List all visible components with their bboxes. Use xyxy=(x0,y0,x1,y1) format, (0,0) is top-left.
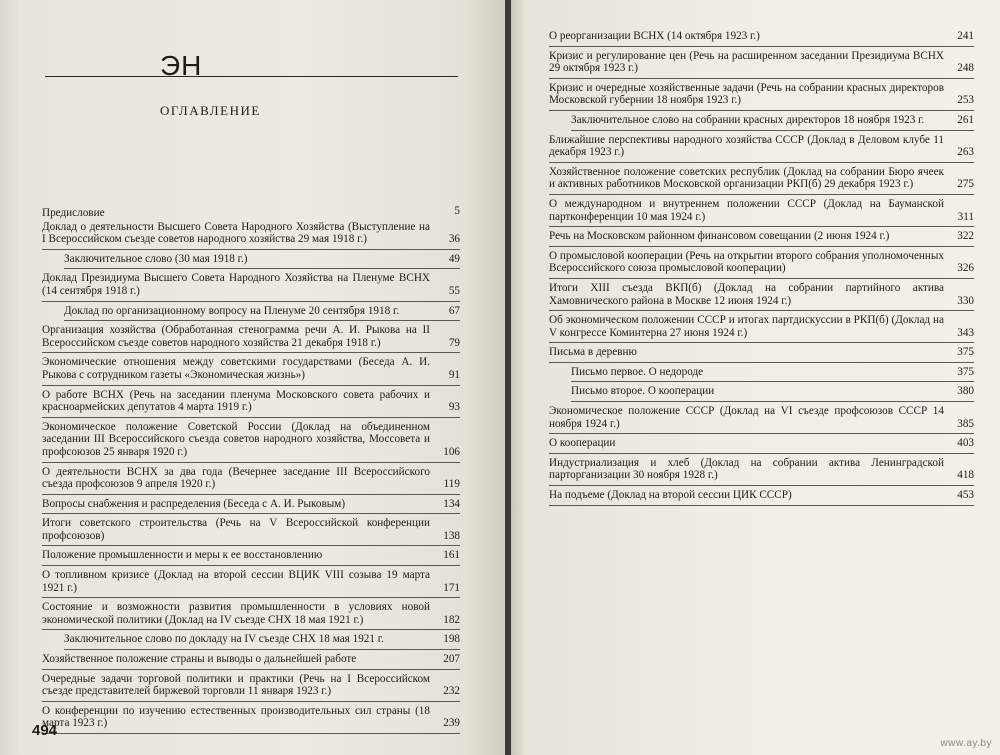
toc-entry xyxy=(42,389,460,418)
toc-entry-title: Вопросы снабжения и распределения (Беседа с А. И. Рыковым) xyxy=(42,497,346,510)
toc-entry-title: Ближайшие перспективы народного хозяйства СССР (Доклад в Деловом клубе 11 декабря 1923 г.) xyxy=(549,133,944,159)
toc-entry xyxy=(42,324,460,353)
toc-entry-page: 275 xyxy=(957,178,974,191)
toc-entry xyxy=(42,207,460,221)
toc-entry-title: Письмо первое. О недороде xyxy=(571,365,704,378)
toc-entry-title: О промысловой кооперации (Речь на открытии второго собрания уполномоченных Всероссийского союза промысловой кооперации) xyxy=(549,249,944,275)
toc-entry xyxy=(42,601,460,630)
toc-entry-page: 55 xyxy=(448,284,460,297)
toc-entry xyxy=(42,549,460,566)
toc-entry-page: 418 xyxy=(957,469,974,482)
toc-entry xyxy=(42,653,460,670)
toc-entry-page: 453 xyxy=(957,489,974,502)
toc-entry-page: 380 xyxy=(957,385,974,398)
toc-entry-page: 182 xyxy=(443,613,460,626)
toc-entry-page: 403 xyxy=(957,437,974,450)
toc-entry xyxy=(549,282,974,311)
toc-entry-page: 239 xyxy=(443,717,460,730)
toc-entry-title: О кооперации xyxy=(549,437,616,450)
watermark: www.ay.by xyxy=(940,738,992,749)
toc-entry-title: Итоги советского строительства (Речь на V Всероссийской конференции профсоюзов) xyxy=(42,517,430,542)
toc-entry xyxy=(549,489,974,506)
toc-entry xyxy=(549,314,974,343)
toc-entry xyxy=(549,198,974,227)
toc-entry-title: Хозяйственное положение советских республик (Доклад на собрании Бюро ячеек и активных работников Московской организации РКП(б) 29 декабря 1923 г.) xyxy=(549,165,944,191)
toc-entry xyxy=(549,134,974,163)
toc-entry-page: 261 xyxy=(957,113,974,126)
toc-entry-page: 241 xyxy=(957,30,974,42)
toc-entry xyxy=(571,114,974,131)
toc-entry-title: Кризис и очередные хозяйственные задачи (Речь на собрании красных директоров Московской губернии 18 ноября 1923 г.) xyxy=(549,81,944,107)
page-number: 494 xyxy=(32,722,58,739)
toc-entry-page: 326 xyxy=(957,262,974,275)
toc-entry xyxy=(42,272,460,301)
toc-entry xyxy=(42,673,460,702)
toc-entry-title: О конференции по изучению естественных производительных сил страны (18 марта 1923 г.) xyxy=(42,704,430,730)
toc-entry-page: 36 xyxy=(448,233,460,246)
toc-entry xyxy=(571,385,974,402)
toc-entry xyxy=(549,30,974,47)
toc-entry-title: Доклад Президиума Высшего Совета Народного Хозяйства на Пленуме ВСНХ (14 сентября 1918 г.) xyxy=(42,272,430,297)
toc-entry-page: 330 xyxy=(957,294,974,307)
toc-right-list xyxy=(549,30,974,509)
toc-entry-title: Индустриализация и хлеб (Доклад на собрании актива Ленинградской парторганизации 30 ноября 1928 г.) xyxy=(549,456,944,482)
toc-entry-page: 198 xyxy=(443,633,460,646)
toc-entry-page: 134 xyxy=(443,497,460,510)
toc-entry-page: 5 xyxy=(454,205,460,217)
toc-entry-page: 248 xyxy=(957,62,974,75)
toc-entry xyxy=(549,346,974,363)
toc-entry-page: 138 xyxy=(443,529,460,542)
toc-entry-title: О работе ВСНХ (Речь на заседании пленума Московского совета рабочих и красноармейских депутатов 4 марта 1919 г.) xyxy=(42,388,430,414)
toc-title: ОГЛАВЛЕНИЕ xyxy=(160,103,261,118)
toc-entry-page: 171 xyxy=(443,581,460,594)
toc-entry-title: Итоги XIII съезда ВКП(б) (Доклад на собрании партийного актива Хамовнического района в Москве 12 июня 1924 г.) xyxy=(549,281,944,307)
toc-entry-page: 106 xyxy=(443,445,460,458)
toc-entry-page: 119 xyxy=(443,478,460,491)
toc-entry-title: Заключительное слово по докладу на IV съезде СНХ 18 мая 1921 г. xyxy=(64,633,384,646)
toc-entry xyxy=(42,498,460,515)
toc-entry xyxy=(571,366,974,383)
toc-entry-title: О международном и внутреннем положении СССР (Доклад на Бауманской партконференции 10 мая 1924 г.) xyxy=(549,197,944,223)
toc-entry xyxy=(42,221,460,250)
toc-entry-page: 79 xyxy=(448,336,460,349)
toc-entry-page: 67 xyxy=(448,304,460,317)
toc-entry-page: 253 xyxy=(957,94,974,107)
toc-entry xyxy=(42,356,460,385)
toc-entry-title: О топливном кризисе (Доклад на второй сессии ВЦИК VIII созыва 19 марта 1921 г.) xyxy=(42,569,430,594)
toc-entry-page: 232 xyxy=(443,685,460,698)
toc-entry-page: 161 xyxy=(443,549,460,562)
toc-entry-title: Заключительное слово (30 мая 1918 г.) xyxy=(64,252,248,265)
toc-entry xyxy=(549,457,974,486)
toc-entry-page: 49 xyxy=(448,252,460,265)
toc-entry-title: Письма в деревню xyxy=(549,346,637,359)
toc-entry-title: Доклад по организационному вопросу на Пленуме 20 сентября 1918 г. xyxy=(64,304,400,317)
toc-entry-page: 375 xyxy=(957,365,974,378)
toc-entry-title: На подъеме (Доклад на второй сессии ЦИК СССР) xyxy=(549,489,792,502)
toc-entry-title: Предисловие xyxy=(42,207,105,219)
toc-entry xyxy=(42,517,460,546)
toc-entry xyxy=(42,421,460,463)
running-head: ЭН xyxy=(160,50,203,81)
toc-entry xyxy=(549,82,974,111)
toc-entry xyxy=(64,633,460,650)
toc-entry-page: 207 xyxy=(443,653,460,666)
toc-entry-page: 311 xyxy=(957,210,974,223)
toc-entry xyxy=(64,253,460,270)
header-rule xyxy=(45,76,458,77)
toc-entry-title: Письмо второе. О кооперации xyxy=(571,385,715,398)
toc-entry-page: 343 xyxy=(957,326,974,339)
toc-entry xyxy=(549,50,974,79)
toc-entry xyxy=(549,166,974,195)
toc-entry-title: О реорганизации ВСНХ (14 октября 1923 г.) xyxy=(549,30,760,42)
toc-entry xyxy=(549,405,974,434)
toc-entry-title: Состояние и возможности развития промышленности в условиях новой экономической политики (Доклад на IV съезде СНХ 18 мая 1921 г.) xyxy=(42,601,430,626)
toc-entry-title: Доклад о деятельности Высшего Совета Народного Хозяйства (Выступление на I Всероссийском съезде советов народного хозяйства 29 мая 1918 г.) xyxy=(42,220,430,246)
toc-entry-page: 91 xyxy=(448,368,460,381)
toc-entry-page: 322 xyxy=(957,230,974,243)
toc-entry xyxy=(549,230,974,247)
toc-entry-title: Очередные задачи торговой политики и практики (Речь на I Всероссийском съезде представителей биржевой торговли 11 января 1923 г.) xyxy=(42,672,430,698)
toc-entry xyxy=(42,705,460,734)
toc-entry-title: Экономическое положение Советской России (Доклад на объединенном заседании III Всероссийского съезда советов народного хозяйства, Моссовета и профсоюзов 25 января 1920 г.) xyxy=(42,420,430,458)
toc-entry-title: О деятельности ВСНХ за два года (Вечернее заседание III Всероссийского съезда профсоюзов 9 апреля 1920 г.) xyxy=(42,465,430,491)
toc-entry-title: Заключительное слово на собрании красных директоров 18 ноября 1923 г. xyxy=(571,113,925,126)
toc-entry-title: Экономическое положение СССР (Доклад на VI съезде профсоюзов СССР 14 ноября 1924 г.) xyxy=(549,405,944,430)
toc-entry-page: 263 xyxy=(957,146,974,159)
toc-entry xyxy=(42,569,460,598)
toc-entry-page: 93 xyxy=(448,401,460,414)
toc-entry xyxy=(64,305,460,322)
toc-entry-title: Хозяйственное положение страны и выводы о дальнейшей работе xyxy=(42,653,357,666)
toc-entry-title: Речь на Московском районном финансовом совещании (2 июня 1924 г.) xyxy=(549,230,890,243)
toc-entry-title: Кризис и регулирование цен (Речь на расширенном заседании Президиума ВСНХ 29 октября 1923 г.) xyxy=(549,49,944,75)
toc-entry xyxy=(42,466,460,495)
toc-left-list xyxy=(42,207,460,737)
toc-entry-title: Экономические отношения между советскими государствами (Беседа А. И. Рыкова с сотрудником газеты «Экономическая жизнь») xyxy=(42,356,430,381)
toc-entry xyxy=(549,437,974,454)
toc-entry-page: 385 xyxy=(957,417,974,430)
toc-entry xyxy=(549,250,974,279)
toc-entry-page: 375 xyxy=(957,346,974,359)
toc-entry-title: Положение промышленности и меры к ее восстановлению xyxy=(42,549,323,562)
toc-entry-title: Организация хозяйства (Обработанная стенограмма речи А. И. Рыкова на II Всероссийском съезде советов народного хозяйства 21 декабря 1918 г.) xyxy=(42,324,430,349)
toc-entry-title: Об экономическом положении СССР и итогах партдискуссии в РКП(б) (Доклад на V конгрессе Коминтерна 27 июня 1924 г.) xyxy=(549,314,944,339)
